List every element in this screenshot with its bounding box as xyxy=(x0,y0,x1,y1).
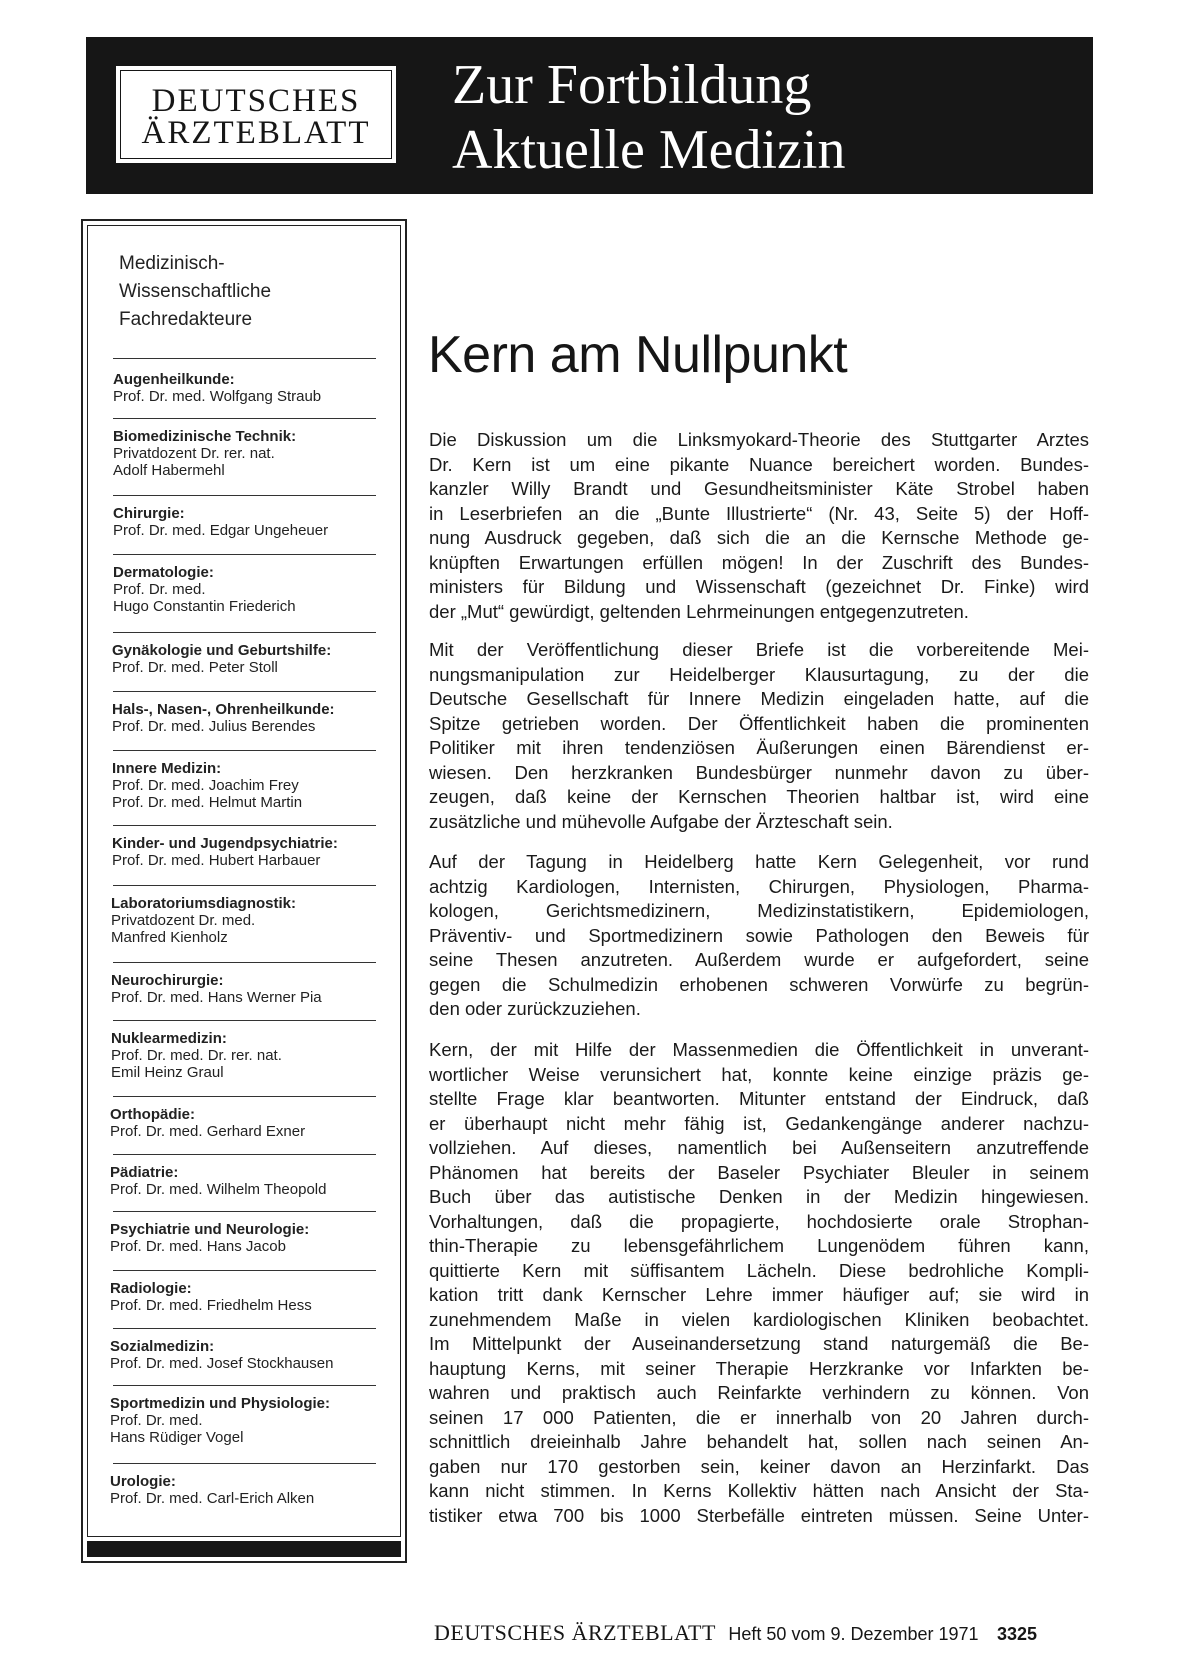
paragraph-line: Vorhaltungen, daß die propagierte, hochdosierte orale Strophan- xyxy=(429,1210,1089,1232)
section-specialty: Gynäkologie und Geburtshilfe: xyxy=(112,642,332,659)
paragraph-line: in Leserbriefen an die „Bunte Illustrierte“ (Nr. 43, Seite 5) der Hoff- xyxy=(429,502,1089,524)
paragraph-line: thin-Therapie zu lebensgefährlichem Lungenödem führen kann, xyxy=(429,1235,1089,1256)
section-specialty: Urologie: xyxy=(110,1473,176,1490)
paragraph-line: zusätzliche und mühevolle Aufgabe der Ärzteschaft sein. xyxy=(429,810,893,832)
section-specialty: Augenheilkunde: xyxy=(113,371,235,388)
sidebar-section xyxy=(110,1338,382,1372)
sidebar-section xyxy=(110,1473,382,1507)
section-specialty: Radiologie: xyxy=(110,1280,192,1297)
sidebar-section xyxy=(112,701,384,735)
sidebar-heading xyxy=(119,250,271,334)
section-specialty: Chirurgie: xyxy=(113,505,185,522)
section-editor-line: Prof. Dr. med. Friedhelm Hess xyxy=(110,1297,312,1314)
paragraph-line: seine Thesen anzutreten. Außerdem wurde er aufgefordert, seine xyxy=(429,949,1089,970)
sidebar-section xyxy=(113,371,385,405)
section-editor-line: Prof. Dr. med. Hans Werner Pia xyxy=(111,989,322,1006)
sidebar-divider xyxy=(113,1385,376,1386)
paragraph-line: zeugen, daß keine der Kernschen Theorien haltbar ist, wird eine xyxy=(429,786,1089,807)
logo-line-2: ÄRZTEBLATT xyxy=(141,115,371,151)
paragraph-line: Kern, der mit Hilfe der Massenmedien die Öffentlichkeit in unverant- xyxy=(429,1039,1089,1060)
section-specialty: Innere Medizin: xyxy=(112,760,222,777)
section-editor-line: Prof. Dr. med. Carl-Erich Alken xyxy=(110,1490,315,1507)
publication-logo xyxy=(114,64,398,165)
section-editor-line: Manfred Kienholz xyxy=(111,929,228,946)
section-specialty: Sportmedizin und Physiologie: xyxy=(110,1395,331,1412)
page-footer xyxy=(434,1620,1037,1646)
paragraph-line: schnittlich dreieinhalb Jahre behandelt hat, sollen nach seinen An- xyxy=(429,1431,1089,1452)
article-paragraph xyxy=(429,638,1089,834)
sidebar-divider xyxy=(113,1270,376,1271)
paragraph-line: Deutsche Gesellschaft für Innere Medizin eingeladen hatte, auf die xyxy=(429,688,1089,709)
paragraph-line: Präventiv- und Sportmedizinern sowie Pathologen den Beweis für xyxy=(429,924,1089,946)
paragraph-line: wahren und praktisch auch Reinfarkte verhindern zu können. Von xyxy=(429,1382,1089,1403)
sidebar-section xyxy=(111,895,383,946)
sidebar-divider xyxy=(113,554,376,555)
sidebar-section xyxy=(113,505,385,539)
paragraph-line: zunehmendem Maße in vielen kardiologischen Kliniken beobachtet. xyxy=(429,1308,1089,1330)
section-editor-line: Prof. Dr. med. xyxy=(110,1412,203,1429)
footer-publication: DEUTSCHES ÄRZTEBLATT xyxy=(434,1620,716,1645)
sidebar-section xyxy=(110,1221,382,1255)
paragraph-line: wortlicher Weise verunsichert hat, konnte keine einzige präzis ge- xyxy=(429,1063,1089,1085)
sidebar-heading-line: Fachredakteure xyxy=(119,309,253,330)
paragraph-line: seinen 17 000 Patienten, die er innerhalb von 20 Jahren durch- xyxy=(429,1406,1089,1428)
paragraph-line: er überhaupt nicht mehr fähig ist, Gedankengänge anderer nachzu- xyxy=(429,1112,1089,1134)
sidebar-divider xyxy=(113,825,376,826)
section-specialty: Neurochirurgie: xyxy=(111,972,224,989)
sidebar-divider xyxy=(113,1154,376,1155)
section-specialty: Kinder- und Jugendpsychiatrie: xyxy=(112,835,338,852)
paragraph-line: Mit der Veröffentlichung dieser Briefe ist die vorbereitende Mei- xyxy=(429,639,1089,660)
sidebar-divider xyxy=(113,1096,376,1097)
paragraph-line: knüpften Erwartungen erfüllen mögen! In der Zuschrift des Bundes- xyxy=(429,551,1089,573)
sidebar-section xyxy=(110,1106,382,1140)
sidebar-section xyxy=(113,564,385,615)
section-specialty: Nuklearmedizin: xyxy=(111,1030,227,1047)
paragraph-line: kanzler Willy Brandt und Gesundheitsminister Käte Strobel haben xyxy=(429,478,1089,499)
section-editor-line: Emil Heinz Graul xyxy=(111,1064,224,1081)
sidebar-divider xyxy=(113,750,376,751)
paragraph-line: kation tritt dank Kernscher Lehre immer häufiger auf; sie wird in xyxy=(429,1284,1089,1305)
paragraph-line: achtzig Kardiologen, Internisten, Chirurgen, Physiologen, Pharma- xyxy=(429,875,1089,897)
paragraph-line: Politiker mit ihren tendenziösen Äußerungen einen Bärendienst er- xyxy=(429,737,1089,758)
footer-page-number: 3325 xyxy=(997,1624,1038,1644)
section-editor-line: Prof. Dr. med. Wolfgang Straub xyxy=(113,388,322,405)
section-specialty: Psychiatrie und Neurologie: xyxy=(110,1221,310,1238)
sidebar-divider xyxy=(113,495,376,496)
paragraph-line: stellte Frage klar beantworten. Mitunter entstand der Eindruck, daß xyxy=(429,1088,1089,1109)
section-editor-line: Hugo Constantin Friederich xyxy=(113,598,296,615)
section-editor-line: Privatdozent Dr. rer. nat. xyxy=(113,445,275,462)
paragraph-line: quittierte Kern mit süffisantem Lächeln. Diese bedrohliche Kompli- xyxy=(429,1259,1089,1281)
article-paragraph xyxy=(429,428,1089,624)
paragraph-line: ministers für Bildung und Wissenschaft (gezeichnet Dr. Finke) wird xyxy=(429,576,1089,597)
article-title: Kern am Nullpunkt xyxy=(428,326,848,384)
section-specialty: Orthopädie: xyxy=(110,1106,195,1123)
section-editor-line: Prof. Dr. med. Wilhelm Theopold xyxy=(110,1181,327,1198)
section-specialty: Hals-, Nasen-, Ohrenheilkunde: xyxy=(112,701,335,718)
paragraph-line: nung Ausdruck gegeben, daß sich die an die Kernsche Methode ge- xyxy=(429,527,1089,548)
logo-line-1: DEUTSCHES xyxy=(151,83,361,119)
sidebar-section xyxy=(111,972,383,1006)
sidebar-section xyxy=(112,835,384,869)
section-editor-line: Prof. Dr. med. Joachim Frey xyxy=(112,777,299,794)
sidebar-divider xyxy=(113,1020,376,1021)
section-editor-line: Prof. Dr. med. Edgar Ungeheuer xyxy=(113,522,329,539)
paragraph-line: tistiker etwa 700 bis 1000 Sterbefälle eintreten müssen. Seine Unter- xyxy=(429,1504,1089,1526)
paragraph-line: Dr. Kern ist um eine pikante Nuance bereichert worden. Bundes- xyxy=(429,453,1089,475)
section-specialty: Pädiatrie: xyxy=(110,1164,179,1181)
sidebar-divider xyxy=(113,691,376,692)
section-editor-line: Prof. Dr. med. Julius Berendes xyxy=(112,718,316,735)
article-paragraph xyxy=(429,1038,1089,1528)
section-editor-line: Prof. Dr. med. xyxy=(113,581,206,598)
paragraph-line: Phänomen hat bereits der Baseler Psychiater Bleuler in seinem xyxy=(429,1161,1089,1183)
section-editor-line: Prof. Dr. med. Dr. rer. nat. xyxy=(111,1047,282,1064)
section-editor-line: Prof. Dr. med. Josef Stockhausen xyxy=(110,1355,334,1372)
paragraph-line: Buch über das autistische Denken in der Medizin hingewiesen. xyxy=(429,1186,1089,1207)
section-editor-line: Hans Rüdiger Vogel xyxy=(110,1429,244,1446)
sidebar-section xyxy=(112,760,384,811)
paragraph-line: kologen, Gerichtsmedizinern, Medizinstatistikern, Epidemiologen, xyxy=(429,900,1089,921)
paragraph-line: gegen die Schulmedizin erhobenen schweren Vorwürfe zu begrün- xyxy=(429,973,1089,995)
paragraph-line: hauptung Kerns, mit seiner Therapie Herzkranke vor Infarkten be- xyxy=(429,1357,1089,1379)
section-editor-line: Privatdozent Dr. med. xyxy=(111,912,256,929)
sidebar-divider xyxy=(113,885,376,886)
section-editor-line: Prof. Dr. med. Gerhard Exner xyxy=(110,1123,306,1140)
paragraph-line: Auf der Tagung in Heidelberg hatte Kern Gelegenheit, vor rund xyxy=(429,851,1089,872)
section-title-line-2: Aktuelle Medizin xyxy=(452,119,846,181)
section-editor-line: Adolf Habermehl xyxy=(113,462,225,479)
paragraph-line: Im Mittelpunkt der Auseinandersetzung stand naturgemäß die Be- xyxy=(429,1333,1089,1354)
paragraph-line: Spitze getrieben worden. Der Öffentlichkeit haben die prominenten xyxy=(429,712,1089,734)
article-paragraph xyxy=(429,850,1089,1022)
logo-inner-frame xyxy=(120,70,392,159)
section-specialty: Laboratoriumsdiagnostik: xyxy=(111,895,297,912)
paragraph-line: wiesen. Den herzkranken Bundesbürger nunmehr davon zu über- xyxy=(429,761,1089,783)
sidebar-divider xyxy=(113,632,376,633)
sidebar-footer-bar xyxy=(87,1541,401,1557)
sidebar-heading-line: Wissenschaftliche xyxy=(119,281,272,302)
section-specialty: Dermatologie: xyxy=(113,564,214,581)
paragraph-line: kann nicht stimmen. In Kerns Kollektiv hätten nach Ansicht der Sta- xyxy=(429,1480,1089,1501)
sidebar-section xyxy=(113,428,385,479)
section-editor-line: Prof. Dr. med. Helmut Martin xyxy=(112,794,303,811)
sidebar-divider xyxy=(113,1211,376,1212)
sidebar-section xyxy=(110,1164,382,1198)
section-specialty: Biomedizinische Technik: xyxy=(113,428,297,445)
sidebar-section xyxy=(112,642,384,676)
sidebar-divider xyxy=(113,358,376,359)
sidebar-section xyxy=(111,1030,383,1081)
section-editor-line: Prof. Dr. med. Hubert Harbauer xyxy=(112,852,321,869)
footer-issue: Heft 50 vom 9. Dezember 1971 xyxy=(728,1624,979,1644)
sidebar-divider xyxy=(113,1328,376,1329)
paragraph-line: vollziehen. Auf dieses, namentlich bei Außenseitern anzutreffende xyxy=(429,1137,1089,1158)
paragraph-line: den oder zurückzuziehen. xyxy=(429,998,641,1019)
sidebar-heading-line: Medizinisch- xyxy=(119,253,225,274)
sidebar-section xyxy=(110,1395,382,1446)
sidebar-section xyxy=(110,1280,382,1314)
sidebar-divider xyxy=(113,1463,376,1464)
sidebar-divider xyxy=(113,418,376,419)
sidebar-divider xyxy=(113,962,376,963)
section-title-line-1: Zur Fortbildung xyxy=(452,54,812,116)
paragraph-line: nungsmanipulation zur Heidelberger Klausurtagung, zu der die xyxy=(429,663,1089,685)
section-editor-line: Prof. Dr. med. Peter Stoll xyxy=(112,659,278,676)
paragraph-line: der „Mut“ gewürdigt, geltenden Lehrmeinungen entgegenzutreten. xyxy=(429,600,969,622)
section-specialty: Sozialmedizin: xyxy=(110,1338,215,1355)
paragraph-line: gaben nur 170 gestorben sein, keiner davon an Herzinfarkt. Das xyxy=(429,1455,1089,1477)
paragraph-line: Die Diskussion um die Linksmyokard-Theorie des Stuttgarter Arztes xyxy=(429,429,1089,450)
section-editor-line: Prof. Dr. med. Hans Jacob xyxy=(110,1238,286,1255)
